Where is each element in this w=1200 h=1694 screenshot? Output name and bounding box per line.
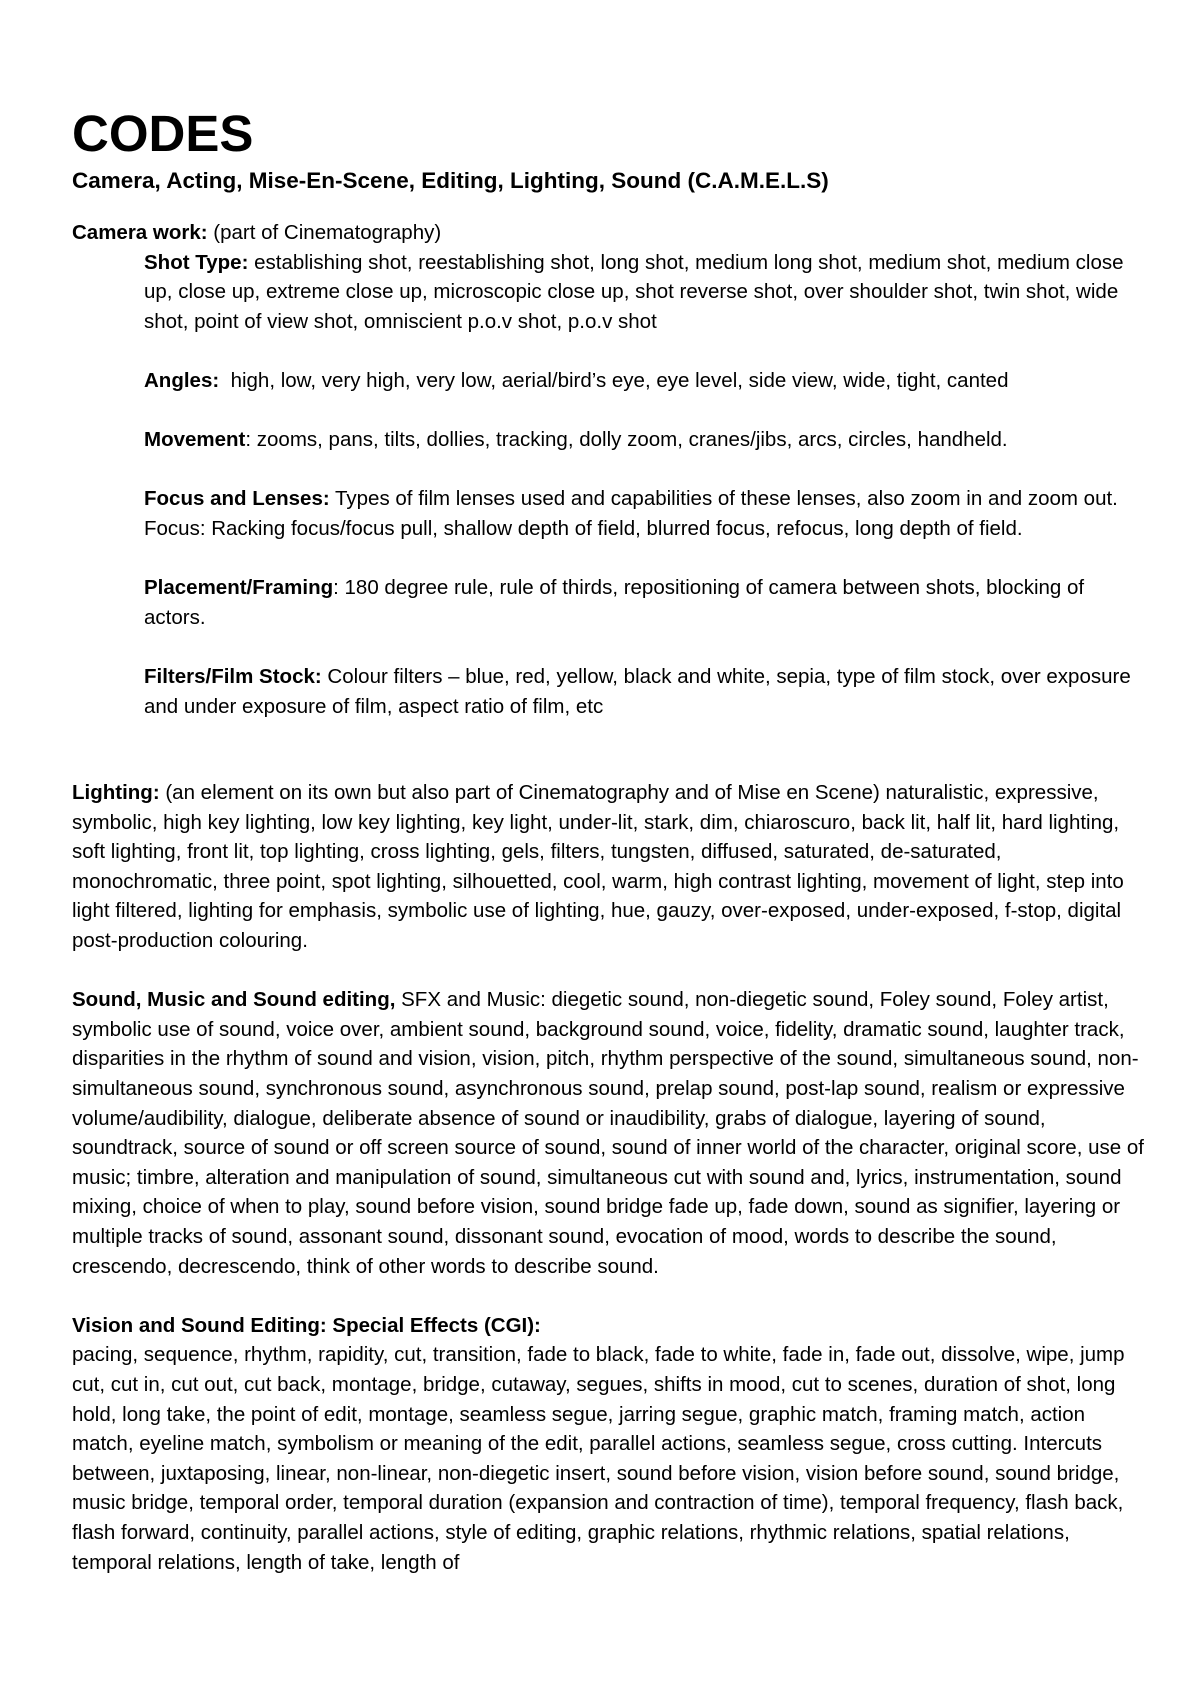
filters-film-stock-paragraph bbox=[144, 662, 1147, 721]
lighting-label: Lighting: bbox=[72, 781, 160, 805]
editing-label: Vision and Sound Editing: Special Effects (CGI): bbox=[72, 1313, 541, 1337]
sound-label: Sound, Music and Sound editing, bbox=[72, 988, 396, 1012]
sound-text: SFX and Music: diegetic sound, non-diegetic sound, Foley sound, Foley artist, symbolic use of sound, voice over, ambient sound, background sound, voice, fidelity, dramatic sound, laughter track, disparities in the rhythm of sound and vision, vision, pitch, rhythm perspective of the sound, simultaneous sound, non-simultaneous sound, synchronous sound, asynchronous sound, prelap sound, post-lap sound, realism or expressive volume/audibility, dialogue, deliberate absence of sound or inaudibility, grabs of dialogue, layering of sound, soundtrack, source of sound or off screen source of sound, sound of inner world of the character, original score, use of music; timbre, alteration and manipulation of sound, simultaneous cut with sound and, lyrics, instrumentation, sound mixing, choice of when to play, sound before vision, sound bridge fade up, fade down, sound as signifier, layering or multiple tracks of sound, assonant sound, dissonant sound, evocation of mood, words to describe the sound, crescendo, decrescendo, think of other words to describe sound. bbox=[72, 988, 1144, 1278]
camera-work-items bbox=[144, 248, 1147, 722]
page-title: CODES bbox=[72, 105, 254, 162]
movement-paragraph bbox=[144, 425, 1147, 455]
shot-type-text: establishing shot, reestablishing shot, long shot, medium long shot, medium shot, medium close up, close up, extreme close up, microscopic close up, shot reverse shot, over shoulder shot, twin shot, wide shot, point of view shot, omniscient p.o.v shot, p.o.v shot bbox=[144, 250, 1124, 333]
shot-type-label: Shot Type: bbox=[144, 250, 249, 274]
movement-text: : zooms, pans, tilts, dollies, tracking, dolly zoom, cranes/jibs, arcs, circles, handheld. bbox=[245, 428, 1008, 452]
camera-work-heading bbox=[72, 218, 1147, 248]
angles-text: high, low, very high, very low, aerial/bird’s eye, eye level, side view, wide, tight, canted bbox=[219, 368, 1009, 392]
shot-type-paragraph bbox=[144, 248, 1147, 337]
angles-paragraph bbox=[144, 366, 1147, 396]
lighting-paragraph bbox=[72, 778, 1147, 956]
sound-paragraph bbox=[72, 985, 1147, 1281]
section-spacer bbox=[72, 721, 1147, 778]
focus-lenses-label: Focus and Lenses: bbox=[144, 487, 330, 511]
focus-lenses-paragraph bbox=[144, 484, 1147, 543]
camera-work-label: Camera work: bbox=[72, 221, 208, 244]
placement-framing-paragraph bbox=[144, 573, 1147, 632]
focus-lenses-text: Types of film lenses used and capabilities of these lenses, also zoom in and zoom out. Focus: Racking focus/focus pull, shallow depth of field, blurred focus, refocus, long depth of field. bbox=[144, 487, 1118, 540]
placement-framing-text: : 180 degree rule, rule of thirds, repositioning of camera between shots, blocking of actors. bbox=[144, 576, 1085, 629]
filters-film-stock-label: Filters/Film Stock: bbox=[144, 664, 322, 688]
page-subtitle: Camera, Acting, Mise-En-Scene, Editing, Lighting, Sound (C.A.M.E.L.S) bbox=[72, 168, 829, 193]
angles-label: Angles: bbox=[144, 368, 220, 392]
movement-label: Movement bbox=[144, 428, 246, 452]
lighting-text: (an element on its own but also part of Cinematography and of Mise en Scene) naturalistic, expressive, symbolic, high key lighting, low key lighting, key light, under-lit, stark, dim, chiaroscuro, back lit, half lit, hard lighting, soft lighting, front lit, top lighting, cross lighting, gels, filters, tungsten, diffused, saturated, de-saturated, monochromatic, three point, spot lighting, silhouetted, cool, warm, high contrast lighting, movement of light, step into light filtered, lighting for emphasis, symbolic use of lighting, hue, gauzy, over-exposed, under-exposed, f-stop, digital post-production colouring. bbox=[72, 781, 1124, 953]
filters-film-stock-text: Colour filters – blue, red, yellow, black and white, sepia, type of film stock, over exposure and under exposure of film, aspect ratio of film, etc bbox=[144, 664, 1131, 718]
editing-paragraph bbox=[72, 1311, 1147, 1577]
editing-text: pacing, sequence, rhythm, rapidity, cut, transition, fade to black, fade to white, fade in, fade out, dissolve, wipe, jump cut, cut in, cut out, cut back, montage, bridge, cutaway, segues, shifts in mood, cut to scenes, duration of shot, long hold, long take, the point of edit, montage, seamless segue, jarring segue, graphic match, framing match, action match, eyeline match, symbolism or meaning of the edit, parallel actions, seamless segue, cross cutting. Intercuts between, juxtaposing, linear, non-linear, non-diegetic insert, sound before vision, vision before sound, sound bridge, music bridge, temporal order, temporal duration (expansion and contraction of time), temporal frequency, flash back, flash forward, continuity, parallel actions, style of editing, graphic relations, rhythmic relations, spatial relations, temporal relations, length of take, length of bbox=[72, 1343, 1125, 1574]
placement-framing-label: Placement/Framing bbox=[144, 576, 334, 600]
camera-work-note: (part of Cinematography) bbox=[207, 221, 442, 244]
document-page bbox=[72, 104, 1147, 1577]
